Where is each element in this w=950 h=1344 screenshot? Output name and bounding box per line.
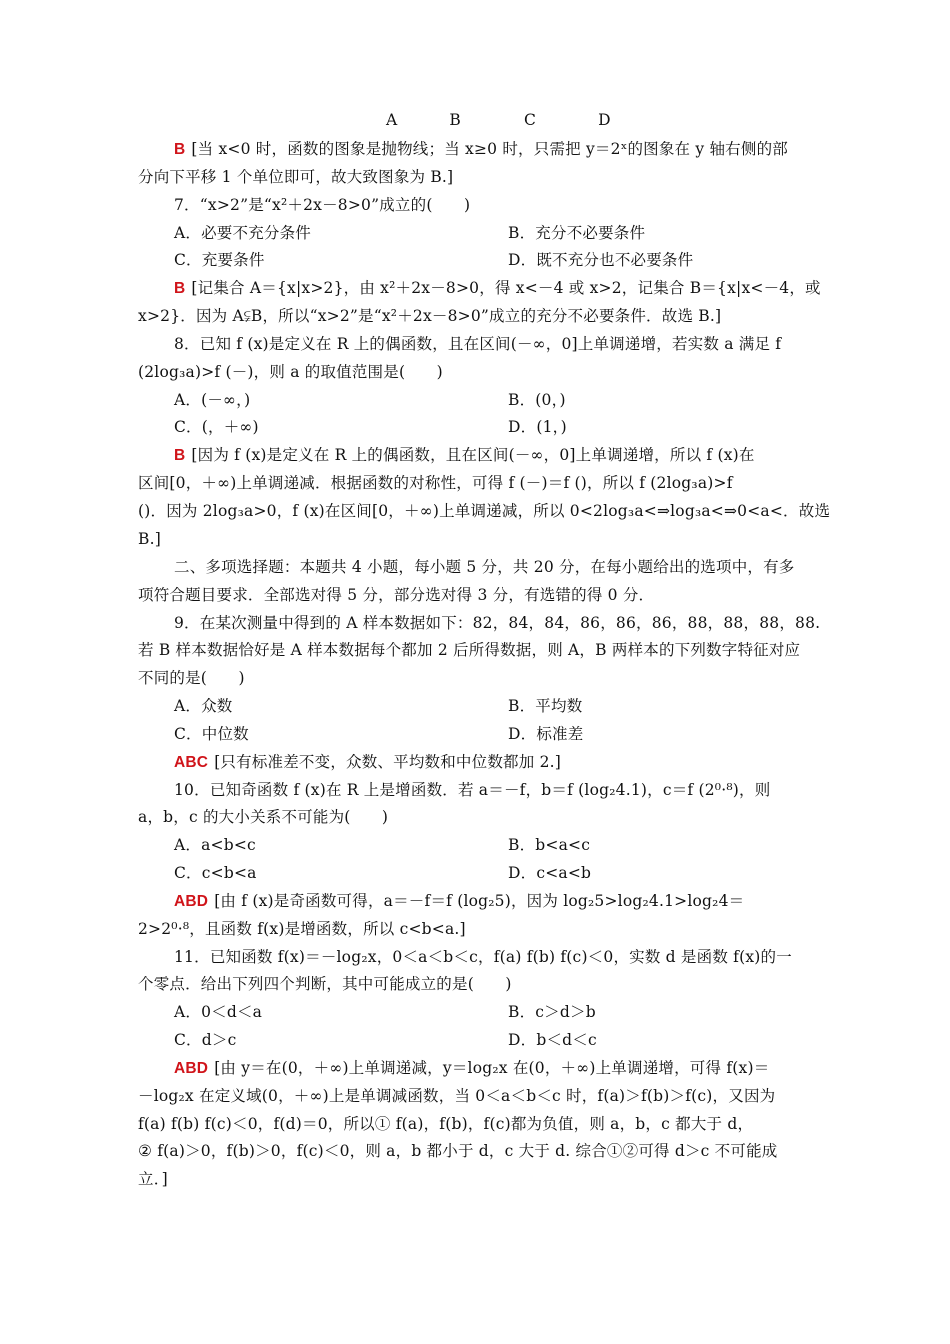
line-text: 项符合题目要求．全部选对得 5 分，部分选对得 3 分，有选错的得 0 分．	[138, 586, 655, 604]
answer-line	[174, 445, 755, 466]
line-text: 2>2⁰·⁸，且函数 f(x)是增函数，所以 c<b<a.]	[138, 920, 466, 938]
answer-line	[174, 139, 788, 160]
line-text: 分向下平移 1 个单位即可，故大致图象为 B.]	[138, 168, 454, 186]
text-line	[138, 1114, 753, 1134]
text-line	[138, 585, 654, 605]
text-line	[138, 1141, 777, 1161]
line-text: B．充分不必要条件	[508, 224, 646, 242]
line-text: B．c＞d＞b	[508, 1003, 596, 1021]
line-text: 11．已知函数 f(x)＝－log₂x，0＜a＜b＜c，f(a) f(b) f(c)＜0，实数 d 是函数 f(x)的一	[174, 948, 792, 966]
text-line	[174, 390, 250, 410]
text-line	[138, 167, 453, 187]
line-text: C．(，＋∞)	[174, 418, 259, 436]
line-text: C．c<b<a	[174, 864, 257, 882]
line-text: (2log₃a)>f (－)，则 a 的取值范围是( )	[138, 363, 443, 381]
line-text: B．(0，)	[508, 391, 566, 409]
line-text: [由 y＝在(0，＋∞)上单调递减，y＝log₂x 在(0，＋∞)上单调递增，可得 f(x)＝	[214, 1059, 770, 1077]
line-text: D．b＜d＜c	[508, 1031, 597, 1049]
text-line	[508, 724, 583, 744]
text-line	[138, 919, 466, 939]
text-line	[508, 1030, 597, 1050]
text-line	[138, 668, 245, 688]
line-text: 7．“x>2”是“x²＋2x－8>0”成立的( )	[174, 196, 471, 214]
text-line	[174, 1030, 236, 1050]
line-text: 10．已知奇函数 f (x)在 R 上是增函数．若 a＝－f，b＝f (log₂4.1)，c＝f (2⁰·⁸)，则	[174, 781, 771, 799]
line-text: f(a) f(b) f(c)＜0，f(d)＝0，所以① f(a)，f(b)，f(c)都为负值，则 a，b，c 都大于 d，	[138, 1115, 754, 1133]
answer-key: B	[174, 447, 186, 464]
text-line	[174, 250, 265, 270]
line-text: A．(－∞，)	[174, 391, 251, 409]
text-line	[138, 807, 388, 827]
line-text: [记集合 A＝{x|x>2}，由 x²＋2x－8>0，得 x<－4 或 x>2，记集合 B＝{x|x<－4，或	[191, 279, 821, 297]
line-text: a，b，c 的大小关系不可能为( )	[138, 808, 389, 826]
line-text: D．既不充分也不必要条件	[508, 251, 694, 269]
line-text: 立．]	[138, 1170, 168, 1188]
text-line	[138, 1086, 775, 1106]
text-line	[508, 835, 590, 855]
answer-line	[174, 891, 744, 912]
text-line	[174, 613, 820, 633]
text-line	[174, 863, 257, 883]
text-line	[138, 1169, 168, 1189]
line-text: D．(1，)	[508, 418, 567, 436]
answer-key: ABD	[174, 893, 209, 910]
answer-key: ABD	[174, 1060, 209, 1077]
text-line	[508, 417, 567, 437]
figure-label-d: D	[598, 111, 611, 129]
line-text: ()．因为 2log₃a>0，f (x)在区间[0，＋∞)上单调递减，所以 0<2log₃a<⇒log₃a<⇒0<a<．故选	[138, 502, 831, 520]
answer-line	[174, 752, 561, 773]
text-line	[174, 195, 470, 215]
line-text: 若 B 样本数据恰好是 A 样本数据每个都加 2 后所得数据，则 A，B 两样本的下列数字特征对应	[138, 641, 801, 659]
line-text: D．标准差	[508, 725, 584, 743]
line-text: B．平均数	[508, 697, 583, 715]
line-text: A．必要不充分条件	[174, 224, 311, 242]
figure-option-labels	[386, 110, 611, 130]
line-text: [只有标准差不变，众数、平均数和中位数都加 2.]	[214, 753, 561, 771]
text-line	[174, 835, 256, 855]
line-text: B.]	[138, 530, 161, 548]
text-line	[138, 306, 721, 326]
text-line	[174, 780, 770, 800]
text-line	[174, 696, 233, 716]
line-text: ② f(a)＞0，f(b)＞0，f(c)＜0，则 a，b 都小于 d，c 大于 d. 综合①②可得 d＞c 不可能成	[138, 1142, 778, 1160]
text-line	[508, 1002, 596, 1022]
figure-label-a: A	[386, 111, 398, 129]
text-line	[508, 863, 591, 883]
line-text: [因为 f (x)是定义在 R 上的偶函数，且在区间(－∞，0]上单调递增，所以 f (x)在	[191, 446, 755, 464]
answer-line	[174, 1058, 769, 1079]
line-text: C．d＞c	[174, 1031, 237, 1049]
figure-label-c: C	[524, 111, 537, 129]
line-text: [由 f (x)是奇函数可得，a＝－f＝f (log₂5)，因为 log₂5>log₂4.1>log₂4＝	[214, 892, 745, 910]
line-text: x>2}．因为 A⫋B，所以“x>2”是“x²＋2x－8>0”成立的充分不必要条件．故选 B.]	[138, 307, 722, 325]
line-text: 8．已知 f (x)是定义在 R 上的偶函数，且在区间(－∞，0]上单调递增，若实数 a 满足 f	[174, 335, 782, 353]
text-line	[174, 334, 781, 354]
text-line	[138, 501, 830, 521]
answer-key: B	[174, 280, 186, 297]
line-text: A．众数	[174, 697, 233, 715]
text-line	[174, 724, 249, 744]
text-line	[508, 250, 693, 270]
text-line	[174, 557, 795, 577]
text-line	[174, 1002, 262, 1022]
text-line	[138, 473, 733, 493]
line-text: 区间[0，＋∞)上单调递减．根据函数的对称性，可得 f (－)＝f ()，所以 f (2log₃a)>f	[138, 474, 733, 492]
figure-label-b: B	[449, 111, 461, 129]
line-text: [当 x<0 时，函数的图象是抛物线；当 x≥0 时，只需把 y＝2ˣ的图象在 y 轴右侧的部	[191, 140, 788, 158]
text-line	[508, 696, 582, 716]
line-text: C．中位数	[174, 725, 249, 743]
line-text: 个零点．给出下列四个判断，其中可能成立的是( )	[138, 975, 512, 993]
text-line	[138, 529, 161, 549]
answer-key: ABC	[174, 754, 209, 771]
line-text: A．a<b<c	[174, 836, 256, 854]
line-text: 二、多项选择题：本题共 4 小题，每小题 5 分，共 20 分，在每小题给出的选项中，有多	[174, 558, 795, 576]
line-text: A．0＜d＜a	[174, 1003, 263, 1021]
text-line	[508, 390, 566, 410]
line-text: D．c<a<b	[508, 864, 592, 882]
text-line	[138, 362, 443, 382]
text-line	[138, 640, 800, 660]
line-text: 不同的是( )	[138, 669, 245, 687]
text-line	[174, 223, 311, 243]
answer-line	[174, 278, 821, 299]
line-text: C．充要条件	[174, 251, 265, 269]
answer-key: B	[174, 141, 186, 158]
text-line	[174, 947, 792, 967]
line-text: －log₂x 在定义域(0，＋∞)上是单调减函数，当 0＜a＜b＜c 时，f(a)＞f(b)＞f(c)，又因为	[138, 1087, 776, 1105]
text-line	[508, 223, 645, 243]
line-text: B．b<a<c	[508, 836, 591, 854]
text-line	[138, 974, 512, 994]
text-line	[174, 417, 259, 437]
line-text: 9．在某次测量中得到的 A 样本数据如下：82，84，84，86，86，86，88，88，88，88.	[174, 614, 821, 632]
